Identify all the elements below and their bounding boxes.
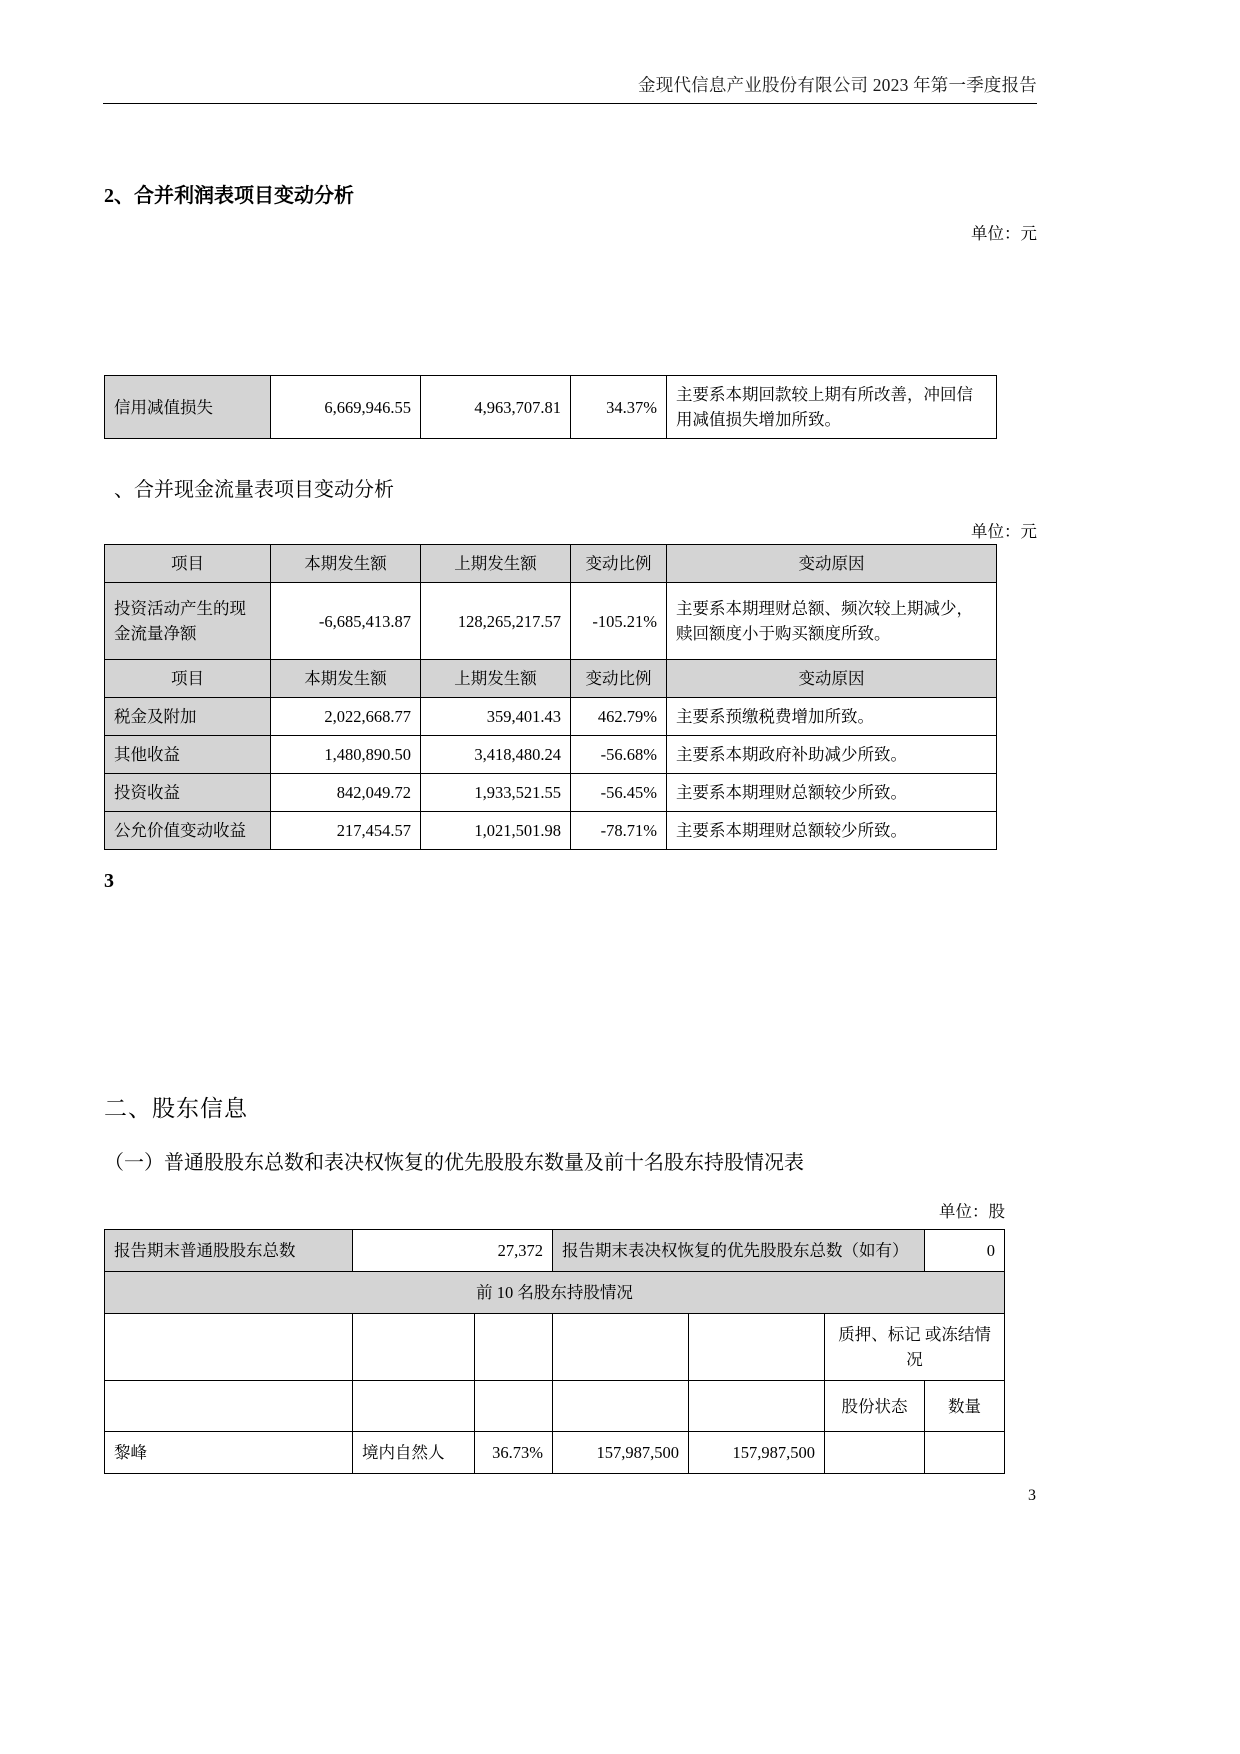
row-item: 税金及附加 (105, 698, 271, 736)
col-header-name-2 (105, 1381, 353, 1432)
row-reason: 主要系本期理财总额较少所致。 (667, 812, 997, 850)
preferred-shareholders-value: 0 (925, 1230, 1005, 1272)
cashflow-row-item: 投资活动产生的现金流量净额 (105, 583, 271, 660)
table-row (105, 1272, 1005, 1314)
income-row-change: 34.37% (571, 376, 667, 439)
row-current: 2,022,668.77 (271, 698, 421, 736)
row-previous: 3,418,480.24 (421, 736, 571, 774)
row-reason: 主要系预缴税费增加所致。 (667, 698, 997, 736)
table-row (105, 812, 997, 850)
cashflow-analysis-heading: 、合并现金流量表项目变动分析 (114, 479, 394, 501)
table-header-row (105, 1314, 1005, 1381)
row-current: 217,454.57 (271, 812, 421, 850)
col-header-shares (553, 1314, 689, 1381)
income-unit-note: 单位：元 (971, 224, 1037, 243)
shareholder-unrestricted: 157,987,500 (689, 1432, 825, 1474)
table-header-row (105, 660, 997, 698)
income2-header-previous: 上期发生额 (421, 660, 571, 698)
stray-section-number: 3 (104, 870, 114, 892)
col-header-ratio-2 (475, 1381, 553, 1432)
shareholder-ratio: 36.73% (475, 1432, 553, 1474)
col-header-nature (353, 1314, 475, 1381)
col-header-pledge-status: 股份状态 (825, 1381, 925, 1432)
income-row-current: 6,669,946.55 (271, 376, 421, 439)
shareholder-name: 黎峰 (105, 1432, 353, 1474)
table-row (105, 1432, 1005, 1474)
row-item: 其他收益 (105, 736, 271, 774)
row-item: 公允价值变动收益 (105, 812, 271, 850)
row-previous: 359,401.43 (421, 698, 571, 736)
table-row (105, 736, 997, 774)
ordinary-shareholders-label: 报告期末普通股股东总数 (105, 1230, 353, 1272)
col-header-nature-2 (353, 1381, 475, 1432)
preferred-shareholders-label: 报告期末表决权恢复的优先股股东总数（如有） (553, 1230, 925, 1272)
top10-section-title: 前 10 名股东持股情况 (105, 1272, 1005, 1314)
shareholder-info-subheading: （一）普通股股东总数和表决权恢复的优先股股东数量及前十名股东持股情况表 (104, 1152, 804, 1174)
header-divider-rule (103, 103, 1037, 104)
cashflow-row-previous: 128,265,217.57 (421, 583, 571, 660)
row-current: 1,480,890.50 (271, 736, 421, 774)
income-row-item: 信用减值损失 (105, 376, 271, 439)
shareholder-nature: 境内自然人 (353, 1432, 475, 1474)
col-header-pledge-qty: 数量 (925, 1381, 1005, 1432)
table-row (105, 698, 997, 736)
table-row (105, 376, 997, 439)
income-analysis-heading: 2、合并利润表项目变动分析 (104, 185, 354, 207)
table-header-row (105, 1381, 1005, 1432)
shareholder-shares: 157,987,500 (553, 1432, 689, 1474)
row-reason: 主要系本期理财总额较少所致。 (667, 774, 997, 812)
running-header: 金现代信息产业股份有限公司 2023 年第一季度报告 (638, 75, 1037, 95)
table-row (105, 774, 997, 812)
table-row (105, 1230, 1005, 1272)
income2-header-change: 变动比例 (571, 660, 667, 698)
row-change: -78.71% (571, 812, 667, 850)
income-row-reason: 主要系本期回款较上期有所改善，冲回信用减值损失增加所致。 (667, 376, 997, 439)
table-row (105, 583, 997, 660)
cashflow-header-change: 变动比例 (571, 545, 667, 583)
income2-header-current: 本期发生额 (271, 660, 421, 698)
row-current: 842,049.72 (271, 774, 421, 812)
row-previous: 1,933,521.55 (421, 774, 571, 812)
income2-header-reason: 变动原因 (667, 660, 997, 698)
page-number: 3 (1028, 1487, 1036, 1504)
row-change: 462.79% (571, 698, 667, 736)
top-shareholders-table (104, 1229, 1005, 1474)
row-change: -56.45% (571, 774, 667, 812)
col-header-unrestricted (689, 1314, 825, 1381)
shareholder-pledge-status (825, 1432, 925, 1474)
cashflow-header-reason: 变动原因 (667, 545, 997, 583)
income-row-previous: 4,963,707.81 (421, 376, 571, 439)
income-change-table (104, 375, 997, 439)
cashflow-row-current: -6,685,413.87 (271, 583, 421, 660)
shareholder-unit-note: 单位：股 (939, 1202, 1005, 1221)
cashflow-header-item: 项目 (105, 545, 271, 583)
shareholder-info-heading: 二、股东信息 (104, 1096, 248, 1121)
table-header-row (105, 545, 997, 583)
col-header-name (105, 1314, 353, 1381)
income2-header-item: 项目 (105, 660, 271, 698)
ordinary-shareholders-value: 27,372 (353, 1230, 553, 1272)
cashflow-unit-note: 单位：元 (971, 522, 1037, 541)
row-item: 投资收益 (105, 774, 271, 812)
col-header-ratio (475, 1314, 553, 1381)
row-reason: 主要系本期政府补助减少所致。 (667, 736, 997, 774)
row-previous: 1,021,501.98 (421, 812, 571, 850)
col-header-pledge: 质押、标记 或冻结情况 (825, 1314, 1005, 1381)
row-change: -56.68% (571, 736, 667, 774)
cashflow-header-previous: 上期发生额 (421, 545, 571, 583)
cashflow-change-table (104, 544, 997, 850)
col-header-shares-2 (553, 1381, 689, 1432)
col-header-unrestricted-2 (689, 1381, 825, 1432)
cashflow-header-current: 本期发生额 (271, 545, 421, 583)
shareholder-pledge-qty (925, 1432, 1005, 1474)
cashflow-row-change: -105.21% (571, 583, 667, 660)
cashflow-row-reason: 主要系本期理财总额、频次较上期减少，赎回额度小于购买额度所致。 (667, 583, 997, 660)
